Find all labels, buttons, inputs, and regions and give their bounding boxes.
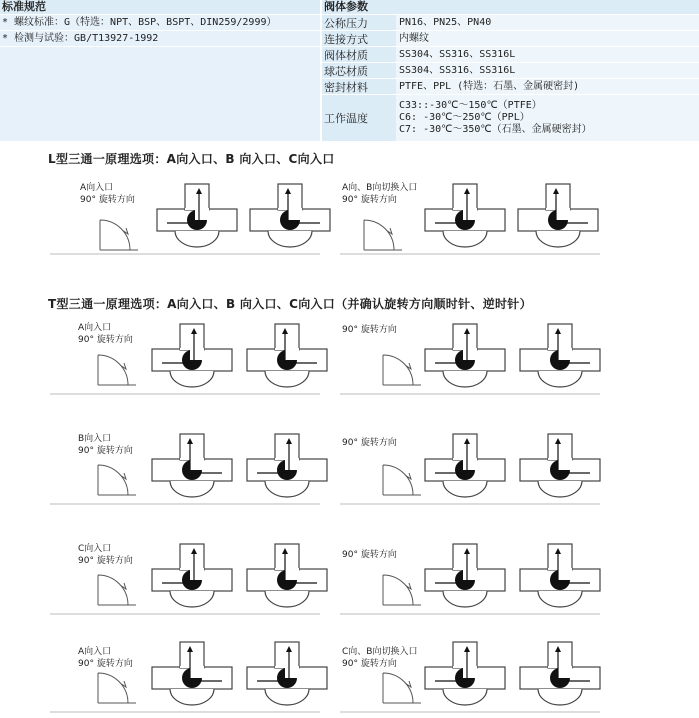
param-value-line: C33::-30℃～150℃（PTFE） — [399, 100, 542, 111]
caption-line: 90° 旋转方向 — [342, 195, 397, 205]
valve-bottom-bowl — [538, 591, 582, 607]
valve-top-port — [180, 544, 204, 570]
standards-header: 标准规范 — [0, 0, 320, 14]
rotation-angle-icon — [98, 465, 136, 495]
valve-bottom-bowl — [443, 591, 487, 607]
valve-bottom-bowl — [265, 689, 309, 705]
rotation-angle-icon — [98, 673, 136, 703]
ball-channel — [285, 570, 299, 580]
caption-line: A向入口 — [78, 323, 112, 333]
valve-bottom-bowl — [538, 689, 582, 705]
l-section-title: L型三通一原理选项：A向入口、B 向入口、C向入口 — [48, 152, 335, 166]
rotation-angle-icon — [383, 575, 421, 605]
ball-channel — [285, 350, 299, 360]
caption-line: 90° 旋转方向 — [78, 659, 133, 669]
caption-line: 90° 旋转方向 — [342, 438, 397, 448]
body-params-header: 阀体参数 — [322, 0, 699, 14]
valve-top-port — [275, 324, 299, 350]
caption-line: 90° 旋转方向 — [342, 659, 397, 669]
valve-bottom-bowl — [265, 481, 309, 497]
rotation-angle-icon — [383, 465, 421, 495]
valve-bottom-bowl — [170, 481, 214, 497]
caption-line: A向入口 — [80, 183, 114, 193]
caption-line: B向入口 — [78, 434, 112, 444]
caption-line: 90° 旋转方向 — [342, 325, 397, 335]
param-value-line: 内螺纹 — [399, 32, 429, 44]
param-value-line: C7: -30℃～350℃（石墨、金属硬密封） — [399, 124, 592, 135]
ball-channel — [285, 668, 299, 678]
ball-channel — [558, 668, 572, 678]
caption-line: C向、B向切换入口 — [342, 647, 418, 657]
ball-channel — [463, 350, 477, 360]
valve-bottom-bowl — [265, 371, 309, 387]
valve-bottom-bowl — [538, 371, 582, 387]
ball-channel — [463, 668, 477, 678]
valve-bottom-bowl — [170, 591, 214, 607]
valve-top-port — [453, 434, 477, 460]
caption-line: 90° 旋转方向 — [78, 335, 133, 345]
param-key: 密封材料 — [322, 79, 396, 94]
ball-channel — [190, 668, 204, 678]
standard-thread: * 螺纹标准：G（特选：NPT、BSP、BSPT、DIN259/2999） — [0, 15, 320, 30]
valve-top-port — [275, 434, 299, 460]
valve-top-port — [548, 434, 572, 460]
rotation-angle-icon — [383, 673, 421, 703]
caption-line: 90° 旋转方向 — [78, 446, 133, 456]
valve-bottom-bowl — [443, 689, 487, 705]
valve-top-port — [548, 324, 572, 350]
valve-top-port — [180, 434, 204, 460]
valve-bottom-bowl — [265, 591, 309, 607]
caption-line: C向入口 — [78, 544, 112, 554]
param-value-line: PTFE、PPL (特选：石墨、金属硬密封) — [399, 80, 580, 92]
param-key: 工作温度 — [322, 95, 396, 141]
param-key: 连接方式 — [322, 31, 396, 46]
caption-line: 90° 旋转方向 — [80, 195, 135, 205]
valve-top-port — [275, 642, 299, 668]
param-value-line: SS304、SS316、SS316L — [399, 48, 516, 60]
caption-line: A向入口 — [78, 647, 112, 657]
valve-top-port — [453, 324, 477, 350]
valve-top-port — [180, 642, 204, 668]
caption-line: 90° 旋转方向 — [342, 550, 397, 560]
ball-channel — [558, 460, 572, 470]
param-value-line: PN16、PN25、PN40 — [399, 16, 492, 28]
valve-bottom-bowl — [170, 371, 214, 387]
standard-test: * 检测与试验：GB/T13927-1992 — [0, 31, 320, 46]
param-value-line: SS304、SS316、SS316L — [399, 64, 516, 76]
rotation-angle-icon — [98, 575, 136, 605]
param-key: 阀体材质 — [322, 47, 396, 62]
ball-channel — [190, 350, 204, 360]
valve-top-port — [275, 544, 299, 570]
t-section-title: T型三通一原理选项：A向入口、B 向入口、C向入口（并确认旋转方向顺时针、逆时针） — [48, 297, 532, 311]
param-key: 球芯材质 — [322, 63, 396, 78]
ball-channel — [190, 570, 204, 580]
valve-bottom-bowl — [443, 481, 487, 497]
ball-channel — [285, 460, 299, 470]
valve-top-port — [453, 642, 477, 668]
valve-bottom-bowl — [538, 481, 582, 497]
param-value-line: C6: -30℃～250℃（PPL） — [399, 112, 530, 123]
ball-channel — [190, 460, 204, 470]
ball-channel — [463, 570, 477, 580]
ball-channel — [463, 460, 477, 470]
valve-top-port — [453, 544, 477, 570]
valve-bottom-bowl — [443, 371, 487, 387]
valve-bottom-bowl — [170, 689, 214, 705]
ball-channel — [558, 570, 572, 580]
caption-line: A向、B向切换入口 — [342, 183, 418, 193]
valve-top-port — [548, 642, 572, 668]
rotation-angle-icon — [383, 355, 421, 385]
caption-line: 90° 旋转方向 — [78, 556, 133, 566]
valve-top-port — [180, 324, 204, 350]
valve-top-port — [548, 544, 572, 570]
rotation-angle-icon — [98, 355, 136, 385]
param-key: 公称压力 — [322, 15, 396, 30]
ball-channel — [558, 350, 572, 360]
